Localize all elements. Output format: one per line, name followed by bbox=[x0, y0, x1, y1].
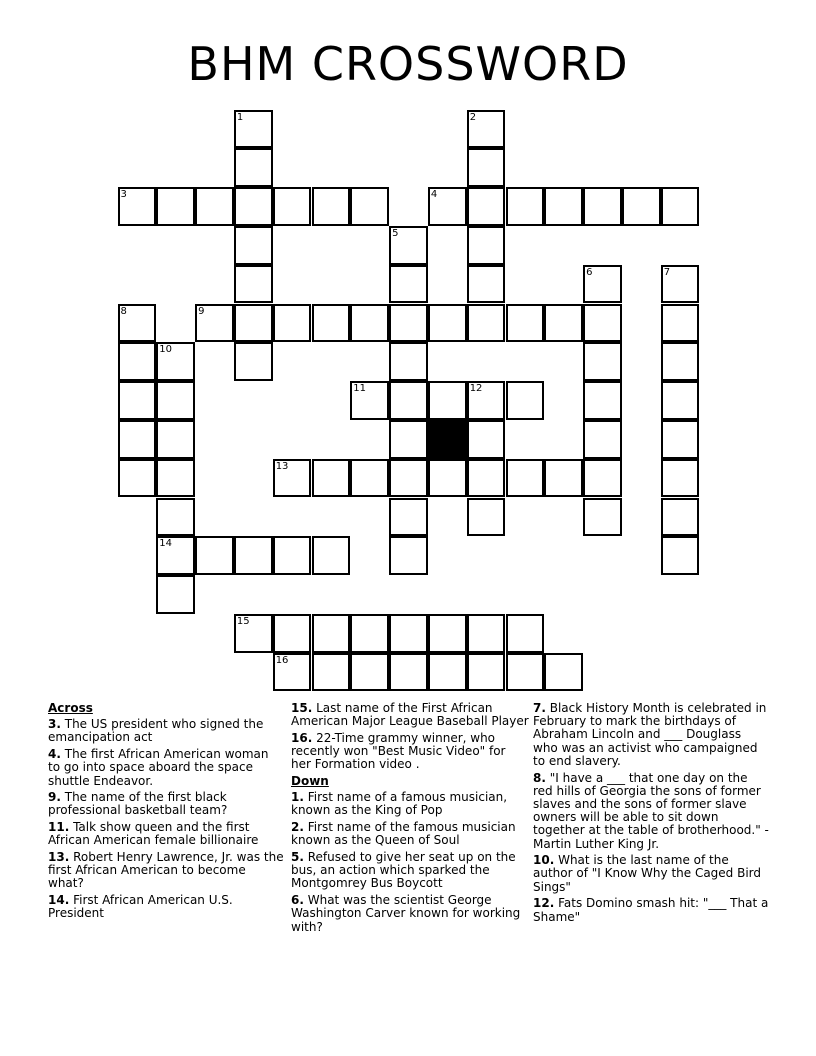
across-heading: Across bbox=[48, 701, 93, 715]
clue-text: Robert Henry Lawrence, Jr. was the first African American to become what? bbox=[48, 850, 284, 891]
grid-cell[interactable] bbox=[583, 381, 622, 420]
grid-cell[interactable] bbox=[583, 265, 622, 304]
grid-cell[interactable] bbox=[118, 187, 157, 226]
clue-item bbox=[48, 821, 284, 847]
grid-cell[interactable] bbox=[350, 187, 389, 226]
grid-cell[interactable] bbox=[389, 459, 428, 498]
grid-cell[interactable] bbox=[312, 653, 351, 692]
clue-item bbox=[533, 702, 769, 768]
clue-item bbox=[291, 791, 529, 817]
grid-cell[interactable] bbox=[156, 420, 195, 459]
grid-cell[interactable] bbox=[467, 187, 506, 226]
grid-cell[interactable] bbox=[234, 265, 273, 304]
clue-text: Fats Domino smash hit: "___ That a Shame" bbox=[533, 896, 769, 924]
clue-item bbox=[48, 894, 284, 920]
grid-cell[interactable] bbox=[583, 459, 622, 498]
clue-item bbox=[48, 791, 284, 817]
grid-cell[interactable] bbox=[234, 187, 273, 226]
clue-number-label: 4. bbox=[48, 747, 61, 762]
grid-cell[interactable] bbox=[273, 614, 312, 653]
across-clue-list-continued bbox=[291, 702, 529, 772]
grid-cell[interactable] bbox=[428, 304, 467, 343]
grid-cell[interactable] bbox=[118, 381, 157, 420]
grid-cell[interactable] bbox=[156, 187, 195, 226]
clue-text: Talk show queen and the first African American female billionaire bbox=[48, 820, 259, 848]
grid-cell[interactable] bbox=[312, 536, 351, 575]
grid-cell[interactable] bbox=[544, 187, 583, 226]
grid-cell[interactable] bbox=[273, 459, 312, 498]
grid-cell[interactable] bbox=[234, 536, 273, 575]
grid-cell[interactable] bbox=[467, 498, 506, 537]
clue-text: The name of the first black professional basketball team? bbox=[48, 790, 228, 818]
clue-text: 22-Time grammy winner, who recently won "Best Music Video" for her Formation video . bbox=[291, 730, 506, 772]
clue-number: 12 bbox=[469, 383, 483, 395]
grid-cell[interactable] bbox=[428, 381, 467, 420]
grid-cell[interactable] bbox=[389, 653, 428, 692]
clue-number: 14 bbox=[159, 538, 173, 550]
clue-text: The first African American woman to go into space aboard the space shuttle Endeavor. bbox=[48, 747, 269, 788]
clue-number: 16 bbox=[275, 654, 289, 666]
clue-number-label: 3. bbox=[48, 717, 61, 732]
clue-number: 4 bbox=[430, 189, 438, 201]
grid-cell[interactable] bbox=[661, 265, 700, 304]
clue-item bbox=[48, 718, 284, 744]
clue-number: 9 bbox=[198, 305, 205, 317]
grid-cell[interactable] bbox=[506, 187, 545, 226]
grid-cell[interactable] bbox=[273, 304, 312, 343]
grid-cell[interactable] bbox=[661, 342, 700, 381]
grid-cell[interactable] bbox=[195, 536, 234, 575]
grid-cell[interactable] bbox=[506, 304, 545, 343]
grid-cell[interactable] bbox=[467, 304, 506, 343]
grid-cell[interactable] bbox=[389, 498, 428, 537]
grid-cell[interactable] bbox=[583, 420, 622, 459]
clues-column-1 bbox=[48, 702, 284, 924]
clue-number: 8 bbox=[120, 305, 127, 317]
grid-cell[interactable] bbox=[195, 304, 234, 343]
grid-cell[interactable] bbox=[234, 304, 273, 343]
across-clue-list bbox=[48, 718, 284, 920]
grid-cell[interactable] bbox=[661, 498, 700, 537]
grid-cell[interactable] bbox=[506, 653, 545, 692]
clues-column-3 bbox=[533, 702, 769, 927]
clue-number: 7 bbox=[663, 266, 671, 278]
grid-cell[interactable] bbox=[661, 459, 700, 498]
grid-cell[interactable] bbox=[467, 110, 506, 149]
clue-number: 2 bbox=[469, 111, 477, 123]
clue-text: The US president who signed the emancipation act bbox=[48, 717, 264, 745]
grid-cell[interactable] bbox=[350, 614, 389, 653]
black-square bbox=[428, 420, 467, 459]
clue-number-label: 10. bbox=[533, 853, 555, 868]
clue-text: First name of the famous musician known as the Queen of Soul bbox=[291, 820, 516, 848]
clue-item bbox=[291, 732, 529, 772]
grid-cell[interactable] bbox=[389, 614, 428, 653]
clues-column-2 bbox=[291, 702, 529, 937]
grid-cell[interactable] bbox=[118, 304, 157, 343]
clue-number-label: 2. bbox=[291, 820, 304, 835]
grid-cell[interactable] bbox=[350, 459, 389, 498]
down-clue-list bbox=[291, 791, 529, 934]
clue-text: Last name of the First African American Major League Baseball Player bbox=[291, 701, 529, 729]
grid-cell[interactable] bbox=[312, 187, 351, 226]
grid-cell[interactable] bbox=[156, 575, 195, 614]
grid-cell[interactable] bbox=[506, 459, 545, 498]
grid-cell[interactable] bbox=[273, 653, 312, 692]
clue-text: Black History Month is celebrated in February to mark the birthdays of Abraham Lincoln and ___ Douglass who was an activist who campaigned to end slavery. bbox=[533, 701, 767, 768]
grid-cell[interactable] bbox=[234, 614, 273, 653]
clue-number-label: 15. bbox=[291, 701, 313, 715]
grid-cell[interactable] bbox=[544, 459, 583, 498]
grid-cell[interactable] bbox=[156, 381, 195, 420]
clue-number-label: 11. bbox=[48, 820, 70, 835]
clue-number: 1 bbox=[236, 111, 244, 123]
clue-number: 10 bbox=[159, 344, 173, 356]
grid-cell[interactable] bbox=[389, 226, 428, 265]
grid-cell[interactable] bbox=[156, 342, 195, 381]
grid-cell[interactable] bbox=[389, 381, 428, 420]
grid-cell[interactable] bbox=[622, 187, 661, 226]
grid-cell[interactable] bbox=[467, 420, 506, 459]
grid-cell[interactable] bbox=[583, 187, 622, 226]
clue-number-label: 16. bbox=[291, 730, 313, 745]
grid-cell[interactable] bbox=[506, 381, 545, 420]
clue-text: Refused to give her seat up on the bus, an action which sparked the Montgomrey Bus Boycott bbox=[291, 850, 516, 891]
grid-cell[interactable] bbox=[428, 459, 467, 498]
grid-cell[interactable] bbox=[661, 420, 700, 459]
clue-item bbox=[533, 897, 769, 923]
clue-item bbox=[291, 702, 529, 728]
clue-number-label: 14. bbox=[48, 893, 70, 908]
clue-number-label: 5. bbox=[291, 850, 304, 865]
grid-cell[interactable] bbox=[118, 420, 157, 459]
grid-cell[interactable] bbox=[389, 304, 428, 343]
grid-cell[interactable] bbox=[389, 420, 428, 459]
grid-cell[interactable] bbox=[467, 381, 506, 420]
grid-cell[interactable] bbox=[389, 342, 428, 381]
down-heading: Down bbox=[291, 774, 329, 789]
clue-item bbox=[291, 851, 529, 891]
clue-number-label: 13. bbox=[48, 850, 70, 865]
clue-item bbox=[533, 854, 769, 894]
clue-text: What is the last name of the author of "I Know Why the Caged Bird Sings" bbox=[533, 853, 762, 894]
clue-number: 6 bbox=[586, 266, 593, 278]
page-title: BHM CROSSWORD bbox=[187, 37, 629, 91]
grid-cell[interactable] bbox=[156, 498, 195, 537]
clue-item bbox=[291, 821, 529, 847]
grid-cell[interactable] bbox=[544, 653, 583, 692]
grid-cell[interactable] bbox=[312, 304, 351, 343]
grid-cell[interactable] bbox=[350, 304, 389, 343]
grid-cell[interactable] bbox=[544, 304, 583, 343]
clue-number-label: 7. bbox=[533, 701, 546, 715]
clue-item bbox=[48, 748, 284, 788]
clue-text: "I have a ___ that one day on the red hills of Georgia the sons of former slaves and the sons of former slave owners will be able to sit down together at the table of brotherhood." - Martin Luther King Jr. bbox=[533, 770, 769, 851]
clue-number-label: 6. bbox=[291, 893, 304, 908]
grid-cell[interactable] bbox=[428, 187, 467, 226]
grid-cell[interactable] bbox=[467, 265, 506, 304]
clue-item bbox=[48, 851, 284, 891]
grid-cell[interactable] bbox=[428, 653, 467, 692]
grid-cell[interactable] bbox=[661, 187, 700, 226]
clue-number-label: 8. bbox=[533, 770, 546, 785]
grid-cell[interactable] bbox=[234, 342, 273, 381]
grid-cell[interactable] bbox=[234, 226, 273, 265]
grid-cell[interactable] bbox=[583, 342, 622, 381]
grid-cell[interactable] bbox=[467, 459, 506, 498]
clue-number: 11 bbox=[353, 383, 367, 395]
clue-item bbox=[533, 772, 769, 851]
clue-text: First name of a famous musician, known as the King of Pop bbox=[291, 790, 508, 818]
grid-cell[interactable] bbox=[467, 653, 506, 692]
clue-text: What was the scientist George Washington Carver known for working with? bbox=[291, 893, 521, 934]
grid-cell[interactable] bbox=[661, 536, 700, 575]
grid-cell[interactable] bbox=[583, 498, 622, 537]
grid-cell[interactable] bbox=[467, 614, 506, 653]
grid-cell[interactable] bbox=[312, 614, 351, 653]
clue-number-label: 12. bbox=[533, 896, 555, 911]
clue-number-label: 1. bbox=[291, 790, 304, 805]
clue-number: 15 bbox=[236, 615, 250, 627]
grid-cell[interactable] bbox=[467, 148, 506, 187]
grid-cell[interactable] bbox=[428, 614, 467, 653]
grid-cell[interactable] bbox=[118, 459, 157, 498]
grid-cell[interactable] bbox=[156, 536, 195, 575]
grid-cell[interactable] bbox=[506, 614, 545, 653]
clue-number: 3 bbox=[120, 189, 127, 201]
clue-item bbox=[291, 894, 529, 934]
grid-cell[interactable] bbox=[312, 459, 351, 498]
grid-cell[interactable] bbox=[661, 304, 700, 343]
grid-cell[interactable] bbox=[350, 381, 389, 420]
grid-cell[interactable] bbox=[195, 187, 234, 226]
grid-cell[interactable] bbox=[156, 459, 195, 498]
grid-cell[interactable] bbox=[234, 148, 273, 187]
clue-text: First African American U.S. President bbox=[48, 893, 233, 921]
grid-cell[interactable] bbox=[389, 265, 428, 304]
grid-cell[interactable] bbox=[467, 226, 506, 265]
grid-cell[interactable] bbox=[350, 653, 389, 692]
clue-number-label: 9. bbox=[48, 790, 61, 805]
grid-cell[interactable] bbox=[273, 536, 312, 575]
grid-cell[interactable] bbox=[273, 187, 312, 226]
grid-cell[interactable] bbox=[234, 110, 273, 149]
grid-cell[interactable] bbox=[389, 536, 428, 575]
grid-cell[interactable] bbox=[583, 304, 622, 343]
clue-number: 5 bbox=[392, 227, 399, 239]
grid-cell[interactable] bbox=[118, 342, 157, 381]
down-clue-list-continued bbox=[533, 702, 769, 924]
grid-cell[interactable] bbox=[661, 381, 700, 420]
clue-number: 13 bbox=[275, 460, 289, 472]
